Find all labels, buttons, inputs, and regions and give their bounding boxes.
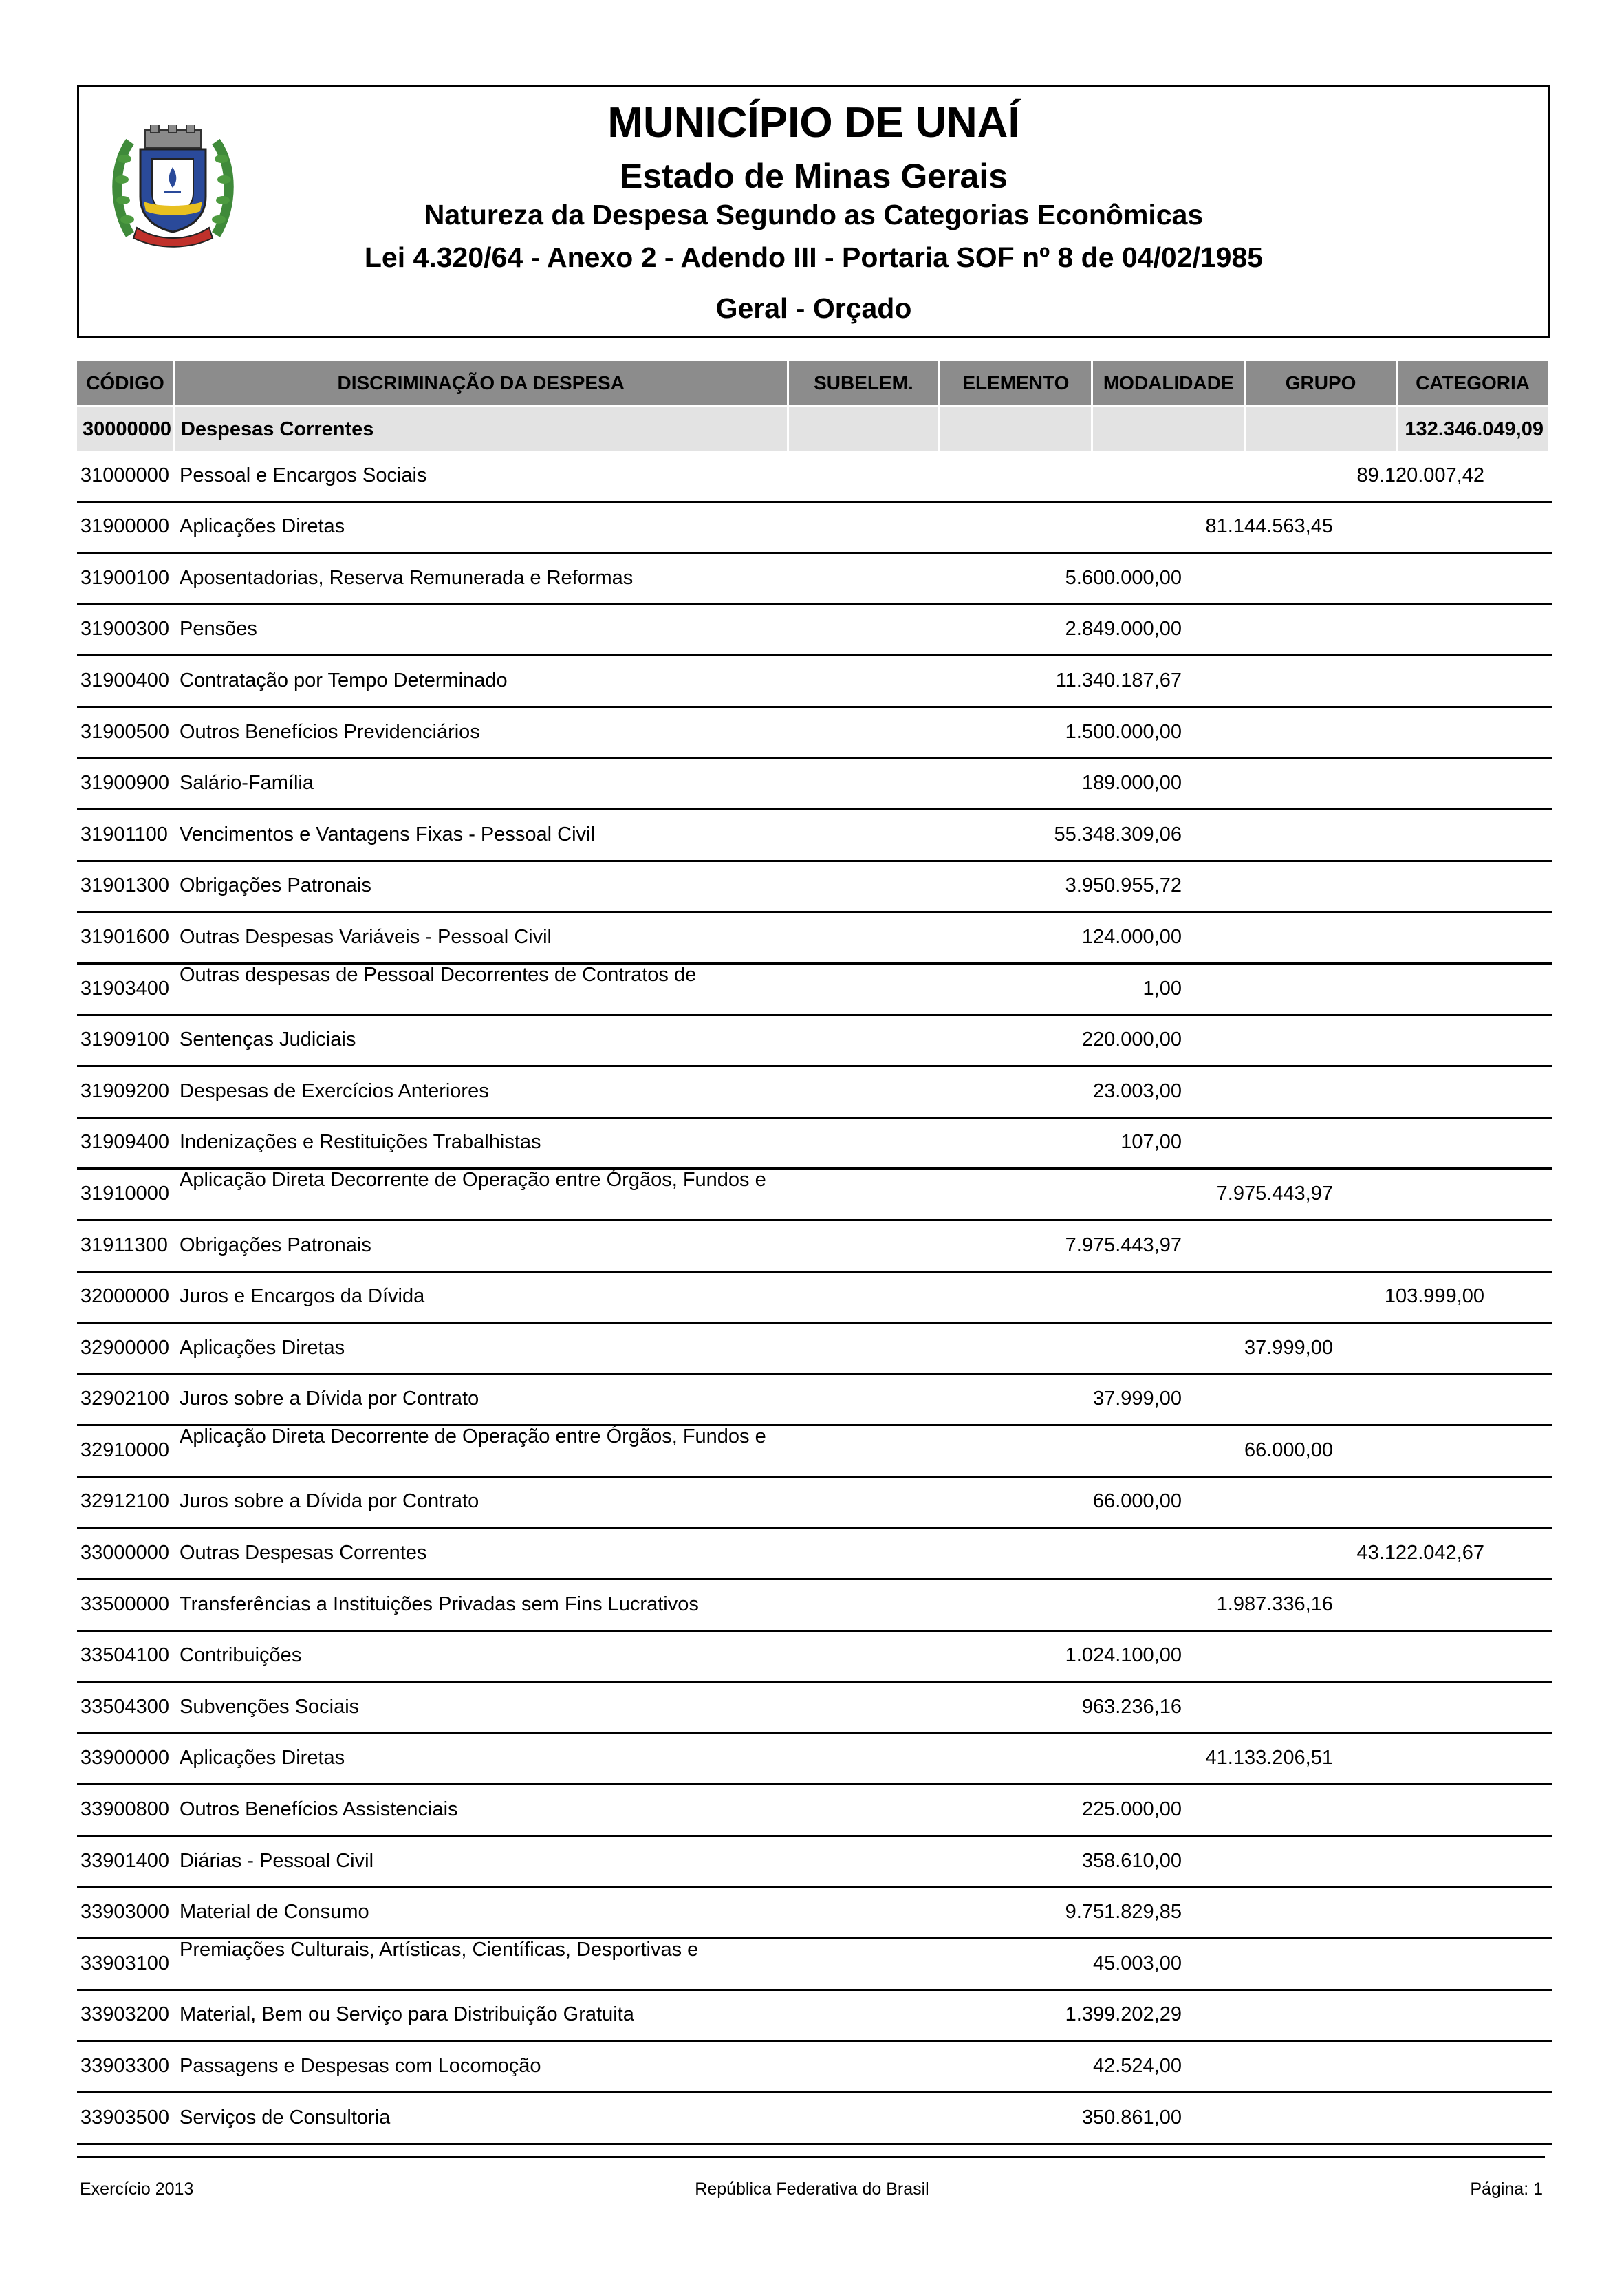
table-row xyxy=(77,2042,1552,2093)
col-header-elemento: ELEMENTO xyxy=(940,361,1091,405)
row-amount-elemento: 2.849.000,00 xyxy=(1065,618,1182,640)
row-description: Passagens e Despesas com Locomoção xyxy=(180,2055,541,2077)
row-description: Indenizações e Restituições Trabalhistas xyxy=(180,1131,541,1154)
table-row xyxy=(77,965,1552,1016)
row-description: Sentenças Judiciais xyxy=(180,1028,356,1051)
table-row xyxy=(77,759,1552,811)
row-description: Material de Consumo xyxy=(180,1901,369,1924)
state-name: Estado de Minas Gerais xyxy=(619,157,1008,195)
table-row xyxy=(77,913,1552,965)
row-code: 33504300 xyxy=(80,1695,170,1718)
row-amount-elemento: 7.975.443,97 xyxy=(1065,1233,1182,1256)
row-amount-elemento: 45.003,00 xyxy=(1092,1952,1182,1974)
row-code: 31900500 xyxy=(80,720,170,743)
row-description: Salário-Família xyxy=(180,772,314,795)
col-header-discriminacao: DISCRIMINAÇÃO DA DESPESA xyxy=(175,361,787,405)
category-subelem-cell xyxy=(789,407,939,451)
report-header xyxy=(77,85,1550,338)
row-code: 33903300 xyxy=(80,2055,170,2077)
table-row xyxy=(77,862,1552,914)
municipality-title: MUNICÍPIO DE UNAÍ xyxy=(607,99,1020,147)
row-code: 32902100 xyxy=(80,1388,170,1410)
row-amount-grupo: 103.999,00 xyxy=(1384,1285,1484,1308)
table-row xyxy=(77,1632,1552,1683)
row-amount-elemento: 963.236,16 xyxy=(1081,1695,1182,1718)
row-description: Juros e Encargos da Dívida xyxy=(180,1285,425,1308)
table-row xyxy=(77,554,1552,605)
row-code: 33903100 xyxy=(80,1952,170,1974)
row-description: Outros Benefícios Assistenciais xyxy=(180,1798,458,1821)
row-code: 31909400 xyxy=(80,1131,170,1154)
row-code: 31911300 xyxy=(80,1233,168,1256)
row-code: 33500000 xyxy=(80,1593,170,1615)
row-description: Aplicações Diretas xyxy=(180,1336,345,1359)
table-header xyxy=(77,361,1548,405)
row-amount-grupo: 43.122.042,67 xyxy=(1356,1542,1484,1564)
table-row xyxy=(77,1170,1552,1221)
footer-divider xyxy=(77,2156,1545,2158)
row-description: Premiações Culturais, Artísticas, Científicas, Desportivas e xyxy=(180,1938,699,1961)
table-row xyxy=(77,810,1552,862)
row-description: Despesas de Exercícios Anteriores xyxy=(180,1079,489,1102)
table-row xyxy=(77,1119,1552,1170)
category-code: 30000000 xyxy=(77,407,173,451)
table-row xyxy=(77,1837,1552,1888)
row-code: 33900000 xyxy=(80,1747,170,1769)
table-row xyxy=(77,1067,1552,1119)
row-code: 31910000 xyxy=(80,1182,170,1205)
row-description: Material, Bem ou Serviço para Distribuição Gratuita xyxy=(180,2003,634,2026)
row-description: Obrigações Patronais xyxy=(180,874,371,897)
col-header-subelem: SUBELEM. xyxy=(789,361,939,405)
table-row xyxy=(77,1683,1552,1734)
row-code: 32000000 xyxy=(80,1285,170,1308)
col-header-categoria: CATEGORIA xyxy=(1398,361,1548,405)
row-description: Obrigações Patronais xyxy=(180,1233,371,1256)
row-amount-elemento: 350.861,00 xyxy=(1081,2106,1182,2129)
row-amount-elemento: 11.340.187,67 xyxy=(1055,669,1182,691)
col-header-grupo: GRUPO xyxy=(1246,361,1396,405)
row-amount-elemento: 220.000,00 xyxy=(1081,1028,1182,1051)
row-code: 33000000 xyxy=(80,1542,170,1564)
table-row xyxy=(77,1529,1552,1580)
row-amount-elemento: 1.024.100,00 xyxy=(1065,1644,1182,1667)
row-description: Pessoal e Encargos Sociais xyxy=(180,464,427,486)
row-code: 33901400 xyxy=(80,1849,170,1872)
row-amount-elemento: 42.524,00 xyxy=(1092,2055,1182,2077)
row-code: 33900800 xyxy=(80,1798,170,1821)
table-row xyxy=(77,1939,1552,1991)
row-description: Outras Despesas Correntes xyxy=(180,1542,427,1564)
row-code: 31900100 xyxy=(80,566,170,589)
row-amount-elemento: 37.999,00 xyxy=(1092,1388,1182,1410)
table-row xyxy=(77,1221,1552,1273)
col-header-codigo: CÓDIGO xyxy=(77,361,173,405)
row-amount-elemento: 107,00 xyxy=(1120,1131,1182,1154)
law-reference: Lei 4.320/64 - Anexo 2 - Adendo III - Portaria SOF nº 8 de 04/02/1985 xyxy=(364,241,1264,273)
row-amount-modalidade: 41.133.206,51 xyxy=(1205,1747,1333,1769)
row-amount-elemento: 23.003,00 xyxy=(1092,1079,1182,1102)
row-amount-elemento: 66.000,00 xyxy=(1092,1490,1182,1513)
row-code: 31909100 xyxy=(80,1028,170,1051)
row-description: Transferências a Instituições Privadas sem Fins Lucrativos xyxy=(180,1593,699,1615)
row-amount-modalidade: 66.000,00 xyxy=(1244,1439,1333,1461)
table-row xyxy=(77,1016,1552,1068)
row-code: 33903000 xyxy=(80,1901,170,1924)
col-header-modalidade: MODALIDADE xyxy=(1093,361,1244,405)
row-code: 31000000 xyxy=(80,464,170,486)
row-amount-modalidade: 37.999,00 xyxy=(1244,1336,1333,1359)
row-description: Outros Benefícios Previdenciários xyxy=(180,720,480,743)
row-description: Vencimentos e Vantagens Fixas - Pessoal Civil xyxy=(180,823,595,845)
table-row xyxy=(77,1785,1552,1837)
table-row xyxy=(77,1580,1552,1632)
row-code: 31900000 xyxy=(80,515,170,538)
row-amount-elemento: 124.000,00 xyxy=(1081,925,1182,948)
report-type: Geral - Orçado xyxy=(715,292,912,324)
row-code: 31900400 xyxy=(80,669,170,691)
table-row xyxy=(77,2093,1552,2145)
table-row xyxy=(77,708,1552,759)
row-amount-grupo: 89.120.007,42 xyxy=(1356,464,1484,486)
row-code: 32910000 xyxy=(80,1439,170,1461)
row-code: 33903200 xyxy=(80,2003,170,2026)
footer-country: República Federativa do Brasil xyxy=(695,2179,929,2199)
row-amount-elemento: 5.600.000,00 xyxy=(1065,566,1182,589)
row-description: Outras despesas de Pessoal Decorrentes de Contratos de xyxy=(180,963,697,986)
row-code: 33504100 xyxy=(80,1644,170,1667)
row-description: Aplicação Direta Decorrente de Operação entre Órgãos, Fundos e xyxy=(180,1168,766,1191)
expense-rows xyxy=(77,451,1552,2145)
row-description: Outras Despesas Variáveis - Pessoal Civil xyxy=(180,925,552,948)
category-description: Despesas Correntes xyxy=(175,407,787,451)
row-amount-elemento: 1.500.000,00 xyxy=(1065,720,1182,743)
row-code: 31901600 xyxy=(80,925,170,948)
table-row xyxy=(77,1734,1552,1786)
row-amount-elemento: 189.000,00 xyxy=(1081,772,1182,795)
category-grupo-cell xyxy=(1246,407,1396,451)
row-amount-modalidade: 1.987.336,16 xyxy=(1216,1593,1333,1615)
report-subtitle: Natureza da Despesa Segundo as Categorias Econômicas xyxy=(424,199,1204,230)
row-code: 32900000 xyxy=(80,1336,170,1359)
table-row xyxy=(77,605,1552,657)
row-code: 31900300 xyxy=(80,618,170,640)
row-description: Juros sobre a Dívida por Contrato xyxy=(180,1490,479,1513)
footer-exercise: Exercício 2013 xyxy=(80,2179,194,2199)
table-row xyxy=(77,1426,1552,1478)
row-amount-elemento: 225.000,00 xyxy=(1081,1798,1182,1821)
table-row xyxy=(77,656,1552,708)
category-elemento-cell xyxy=(940,407,1091,451)
table-row xyxy=(77,1991,1552,2043)
row-description: Serviços de Consultoria xyxy=(180,2106,391,2129)
table-row xyxy=(77,1273,1552,1324)
row-amount-modalidade: 81.144.563,45 xyxy=(1205,515,1333,538)
table-row xyxy=(77,503,1552,554)
table-row xyxy=(77,451,1552,503)
row-code: 31909200 xyxy=(80,1079,170,1102)
row-code: 31900900 xyxy=(80,772,170,795)
row-amount-elemento: 55.348.309,06 xyxy=(1054,823,1182,845)
row-description: Subvenções Sociais xyxy=(180,1695,360,1718)
category-total: 132.346.049,09 xyxy=(1398,407,1548,451)
row-description: Juros sobre a Dívida por Contrato xyxy=(180,1388,479,1410)
row-description: Contribuições xyxy=(180,1644,302,1667)
row-description: Contratação por Tempo Determinado xyxy=(180,669,508,691)
row-amount-modalidade: 7.975.443,97 xyxy=(1216,1182,1333,1205)
row-description: Aplicações Diretas xyxy=(180,515,345,538)
row-code: 31901100 xyxy=(80,823,168,845)
row-description: Diárias - Pessoal Civil xyxy=(180,1849,374,1872)
row-description: Aplicações Diretas xyxy=(180,1747,345,1769)
row-code: 33903500 xyxy=(80,2106,170,2129)
row-description: Pensões xyxy=(180,618,257,640)
row-description: Aplicação Direta Decorrente de Operação entre Órgãos, Fundos e xyxy=(180,1425,766,1447)
table-row xyxy=(77,1375,1552,1427)
row-description: Aposentadorias, Reserva Remunerada e Reformas xyxy=(180,566,634,589)
row-code: 32912100 xyxy=(80,1490,170,1513)
row-amount-elemento: 3.950.955,72 xyxy=(1065,874,1182,897)
row-code: 31901300 xyxy=(80,874,170,897)
row-amount-elemento: 9.751.829,85 xyxy=(1065,1901,1182,1924)
table-row xyxy=(77,1478,1552,1529)
footer-page-number: Página: 1 xyxy=(1470,2179,1543,2199)
row-code: 31903400 xyxy=(80,977,170,1000)
table-row xyxy=(77,1888,1552,1940)
row-amount-elemento: 1,00 xyxy=(1143,977,1182,1000)
table-row xyxy=(77,1324,1552,1375)
category-row xyxy=(77,407,1548,451)
row-amount-elemento: 1.399.202,29 xyxy=(1065,2003,1182,2026)
row-amount-elemento: 358.610,00 xyxy=(1081,1849,1182,1872)
category-modalidade-cell xyxy=(1093,407,1244,451)
